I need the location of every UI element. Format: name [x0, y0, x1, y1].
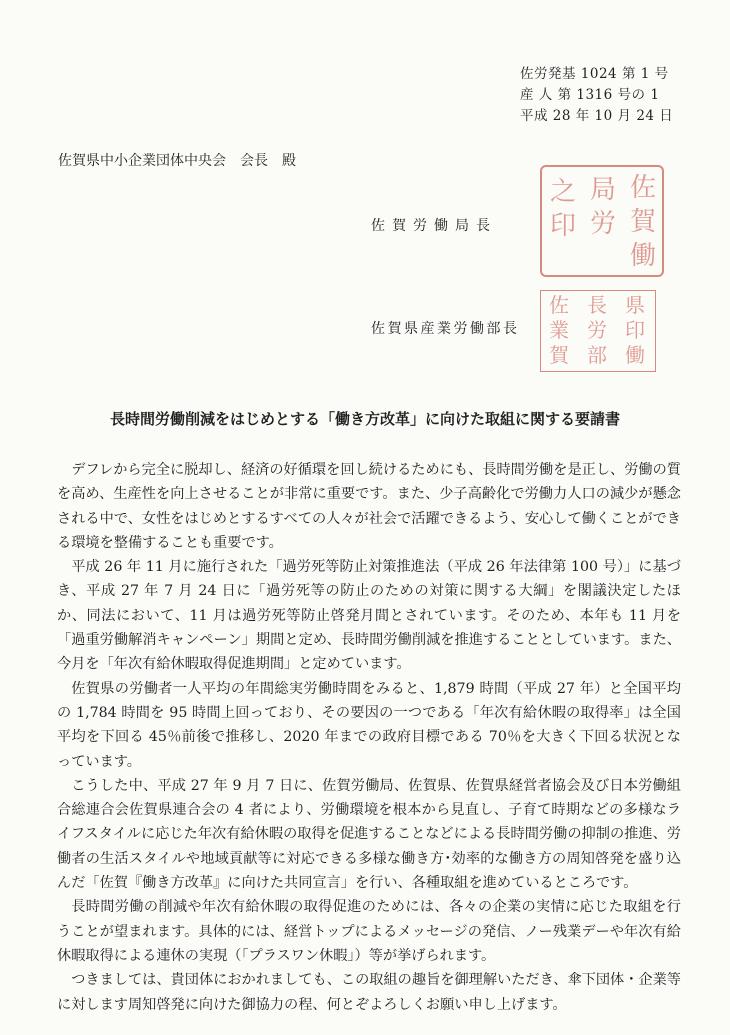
body-paragraph: 平成 26 年 11 月に施行された「過労死等防止対策推進法（平成 26 年法律第 100 号）」に基づき、平成 27 年 7 月 24 日に「過労死等の防止のための対策に関する大綱」を閣議決定したほか、同法において、11 月は過労死等防止啓発月間とされています。そのため、本年も 11 月を「過重労働解消キャンペーン」期間と定め、長時間労働削減を推進することとしています。また、今月を「年次有給休暇取得促進期間」と定めています。 [57, 559, 681, 673]
body-paragraph: 長時間労働の削減や年次有給休暇の取得促進のためには、各々の企業の実情に応じた取組を行うことが望まれます。具体的には、経営トップによるメッセージの発信、ノー残業デーや年次有給休暇取得による連休の実現（「プラスワン休暇」）等が挙げられます。 [57, 899, 681, 964]
body-paragraph: 佐賀県の労働者一人平均の年間総実労働時間をみると、1,879 時間（平成 27 年）と全国平均の 1,784 時間を 95 時間上回っており、その要因の一つである「年次有給休暇の取得率」は全国平均を下回る 45％前後で推移し、2020 年までの政府目標である 70％を大きく下回る状況となっています。 [57, 680, 681, 770]
seal-char: 局 [589, 175, 616, 205]
seal-char: 印 [625, 318, 645, 342]
seal-char: 長 [587, 293, 607, 317]
official-seal-labor-bureau [540, 165, 664, 277]
seal-char: 部 [587, 343, 607, 367]
seal-char: 労 [587, 318, 607, 342]
seal-char: 佐 [629, 173, 656, 203]
sender-prefecture-industry-labor-director: 佐賀県産業労働部長 [371, 321, 520, 337]
body-paragraph: デフレから完全に脱却し、経済の好循環を回し続けるためにも、長時間労働を是正し、労働の質を高め、生産性を向上させることが非常に重要です。また、少子高齢化で労働力人口の減少が懸念される中で、女性をはじめとするすべての人々が社会で活躍できるよう、安心して働くことができる環境を整備することも重要です。 [57, 462, 681, 551]
seal-char: 之 [549, 177, 576, 207]
reference-number-2: 産 人 第 1316 号の 1 [520, 87, 660, 103]
seal-char: 印 [549, 211, 576, 241]
addressee: 佐賀県中小企業団体中央会 会長 殿 [58, 153, 296, 169]
seal-char: 賀 [629, 207, 656, 237]
body-paragraph: つきましては、貴団体におかれましても、この取組の趣旨を御理解いただき、傘下団体・企業等に対します周知啓発に向けた御協力の程、何とぞよろしくお願い申し上げます。 [57, 972, 681, 1013]
reference-block [520, 64, 673, 127]
issue-date: 平成 28 年 10 月 24 日 [520, 108, 674, 124]
document-body [57, 458, 681, 1017]
seal-char: 労 [589, 209, 616, 239]
body-paragraph: こうした中、平成 27 年 9 月 7 日に、佐賀労働局、佐賀県、佐賀県経営者協会及び日本労働組合総連合会佐賀県連合会の 4 者により、労働環境を根本から見直し、子育て時期などの多様なライフスタイルに応じた年次有給休暇の取得を促進することなどによる長時間労働の抑制の推進、労働者の生活スタイルや地域貢献等に対応できる多様な働き方･効率的な働き方の周知啓発を盛り込んだ「佐賀『働き方改革』に向けた共同宣言」を行い、各種取組を進めているところです。 [57, 777, 681, 892]
seal-char: 佐 [549, 293, 569, 317]
reference-number-1: 佐労発基 1024 第 1 号 [520, 66, 669, 82]
seal-char: 働 [629, 241, 656, 271]
seal-char: 働 [625, 343, 645, 367]
document-title: 長時間労働削減をはじめとする「働き方改革」に向けた取組に関する要請書 [109, 410, 620, 428]
seal-char: 賀 [549, 343, 569, 367]
sender-labor-bureau-director: 佐賀労働局長 [371, 218, 497, 234]
seal-char: 県 [625, 293, 645, 317]
official-seal-prefecture [540, 290, 656, 372]
seal-char: 業 [549, 318, 569, 342]
